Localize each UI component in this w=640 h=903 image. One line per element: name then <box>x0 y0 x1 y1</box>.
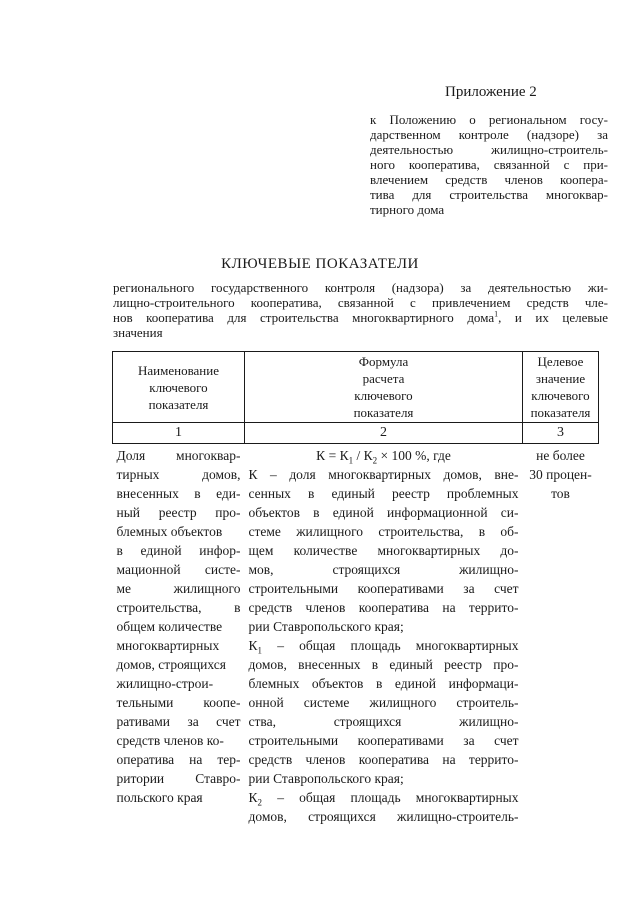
cell-line: домов, строящихся <box>116 657 226 672</box>
subtitle-line: значения <box>113 325 163 340</box>
footnote-mark: 1 <box>494 309 499 319</box>
cell-line: польского края <box>116 790 203 805</box>
formula-sub: 1 <box>348 455 354 466</box>
formula-div: / <box>353 448 364 463</box>
cell-line: ративами за счет <box>116 714 241 729</box>
subtitle-text: нов кооператива для строительства многоквартирного дома <box>113 310 495 325</box>
appendix-title: Приложение 2 <box>445 84 537 100</box>
cell-line: домов, строящихся жилищно-строитель- <box>248 809 519 824</box>
formula-k1: К <box>339 448 349 463</box>
header-line: Формула <box>358 354 409 369</box>
document-title: КЛЮЧЕВЫЕ ПОКАЗАТЕЛИ <box>221 256 419 272</box>
cell-line: стеме жилищного строительства, в об- <box>248 524 519 539</box>
formula-sub: 1 <box>257 645 263 656</box>
cell-line: в единой инфор- <box>116 543 241 558</box>
formula <box>249 446 519 465</box>
cell-line: домов, внесенных в единый реестр про- <box>248 657 519 672</box>
column-number: 3 <box>523 423 599 444</box>
cell-line: тов <box>551 486 570 501</box>
cell-line: ме жилищного <box>116 581 241 596</box>
appendix-reference <box>370 112 608 217</box>
header-line: Наименование <box>138 362 219 378</box>
appendix-reference-line: ного кооператива, связанной с при- <box>370 157 608 172</box>
cell-line: рии Ставропольского края; <box>248 619 404 634</box>
k1-label: К <box>248 638 258 653</box>
header-line: Целевое <box>537 354 584 369</box>
cell-line: тельными коопе- <box>116 695 241 710</box>
cell-line: блемных объектов в единой информаци- <box>248 676 519 691</box>
header-formula <box>245 352 523 423</box>
cell-line: Доля многоквар- <box>116 448 241 463</box>
formula-tail: × 100 %, где <box>377 448 451 463</box>
cell-line: щем количестве многоквартирных до- <box>248 543 519 558</box>
subtitle-line: регионального государственного контроля (надзора) за деятельностью жи- <box>113 280 608 295</box>
k2-text: – общая площадь многоквартирных <box>262 790 519 805</box>
header-line: показателя <box>353 405 414 420</box>
cell-line: сенных в единый реестр проблемных <box>248 486 519 501</box>
target-value-cell <box>523 444 599 827</box>
header-line: показателя <box>148 396 209 412</box>
cell-line: строительными кооперативами за счет <box>248 733 519 748</box>
header-target-value <box>523 352 599 423</box>
header-line: ключевого <box>149 379 208 395</box>
formula-k: К <box>316 448 326 463</box>
cell-line: ритории Ставро- <box>116 771 241 786</box>
kpi-table <box>112 351 599 826</box>
formula-eq: = <box>325 448 340 463</box>
cell-line: мов, строящихся жилищно- <box>248 562 519 577</box>
cell-line: строительства, в <box>116 600 241 615</box>
header-line: значение <box>535 371 586 386</box>
formula-k2: К <box>363 448 373 463</box>
appendix-reference-line: тирного дома <box>370 202 445 217</box>
k1-definition-first-line <box>249 636 519 655</box>
subtitle-line <box>113 310 608 325</box>
formula-cell <box>245 444 523 827</box>
header-line: показателя <box>530 405 591 420</box>
cell-line: мационной систе- <box>116 562 241 577</box>
cell-line: жилищно-строи- <box>116 676 214 691</box>
header-line: расчета <box>362 371 405 386</box>
header-line: ключевого <box>531 388 590 403</box>
header-indicator-name <box>113 352 245 423</box>
table-header-row <box>113 352 599 423</box>
column-number: 1 <box>113 423 245 444</box>
appendix-reference-line: тива для строительства многоквар- <box>370 187 608 202</box>
formula-sub: 2 <box>257 797 263 808</box>
cell-line: рии Ставропольского края; <box>248 771 404 786</box>
cell-line: многоквартирных <box>116 638 220 653</box>
appendix-reference-line: деятельностью жилищно-строитель- <box>370 142 608 157</box>
document-subtitle <box>113 280 608 340</box>
cell-line: онной системе жилищного строитель- <box>248 695 519 710</box>
cell-line: оператива на тер- <box>116 752 241 767</box>
cell-line: объектов в единой информационной си- <box>248 505 519 520</box>
cell-line: средств членов кооператива на террито- <box>248 752 519 767</box>
cell-line: общем количестве <box>116 619 223 634</box>
cell-line: К – доля многоквартирных домов, вне- <box>248 467 519 482</box>
cell-line: внесенных в еди- <box>116 486 241 501</box>
k1-text: – общая площадь многоквартирных <box>262 638 519 653</box>
header-line: ключевого <box>354 388 413 403</box>
cell-line: средств членов ко- <box>116 733 224 748</box>
indicator-name-cell <box>113 444 245 827</box>
k2-definition-first-line <box>249 788 519 807</box>
cell-line: ный реестр про- <box>116 505 241 520</box>
table-row <box>113 444 599 827</box>
column-number-row <box>113 423 599 444</box>
appendix-reference-line: влечением средств членов коопера- <box>370 172 608 187</box>
formula-sub: 2 <box>372 455 378 466</box>
cell-line: не более <box>536 448 585 463</box>
cell-line: тирных домов, <box>116 467 241 482</box>
cell-line: блемных объектов <box>116 524 223 539</box>
cell-line: средств членов кооператива на террито- <box>248 600 519 615</box>
cell-line: ства, строящихся жилищно- <box>248 714 519 729</box>
appendix-reference-line: к Положению о региональном госу- <box>370 112 608 127</box>
cell-line: строительными кооперативами за счет <box>248 581 519 596</box>
column-number: 2 <box>245 423 523 444</box>
cell-line: 30 процен- <box>529 467 592 482</box>
appendix-reference-line: дарственном контроле (надзоре) за <box>370 127 608 142</box>
subtitle-line: лищно-строительного кооператива, связанной с привлечением средств чле- <box>113 295 608 310</box>
k2-label: К <box>248 790 258 805</box>
subtitle-text: , и их целевые <box>498 310 608 325</box>
